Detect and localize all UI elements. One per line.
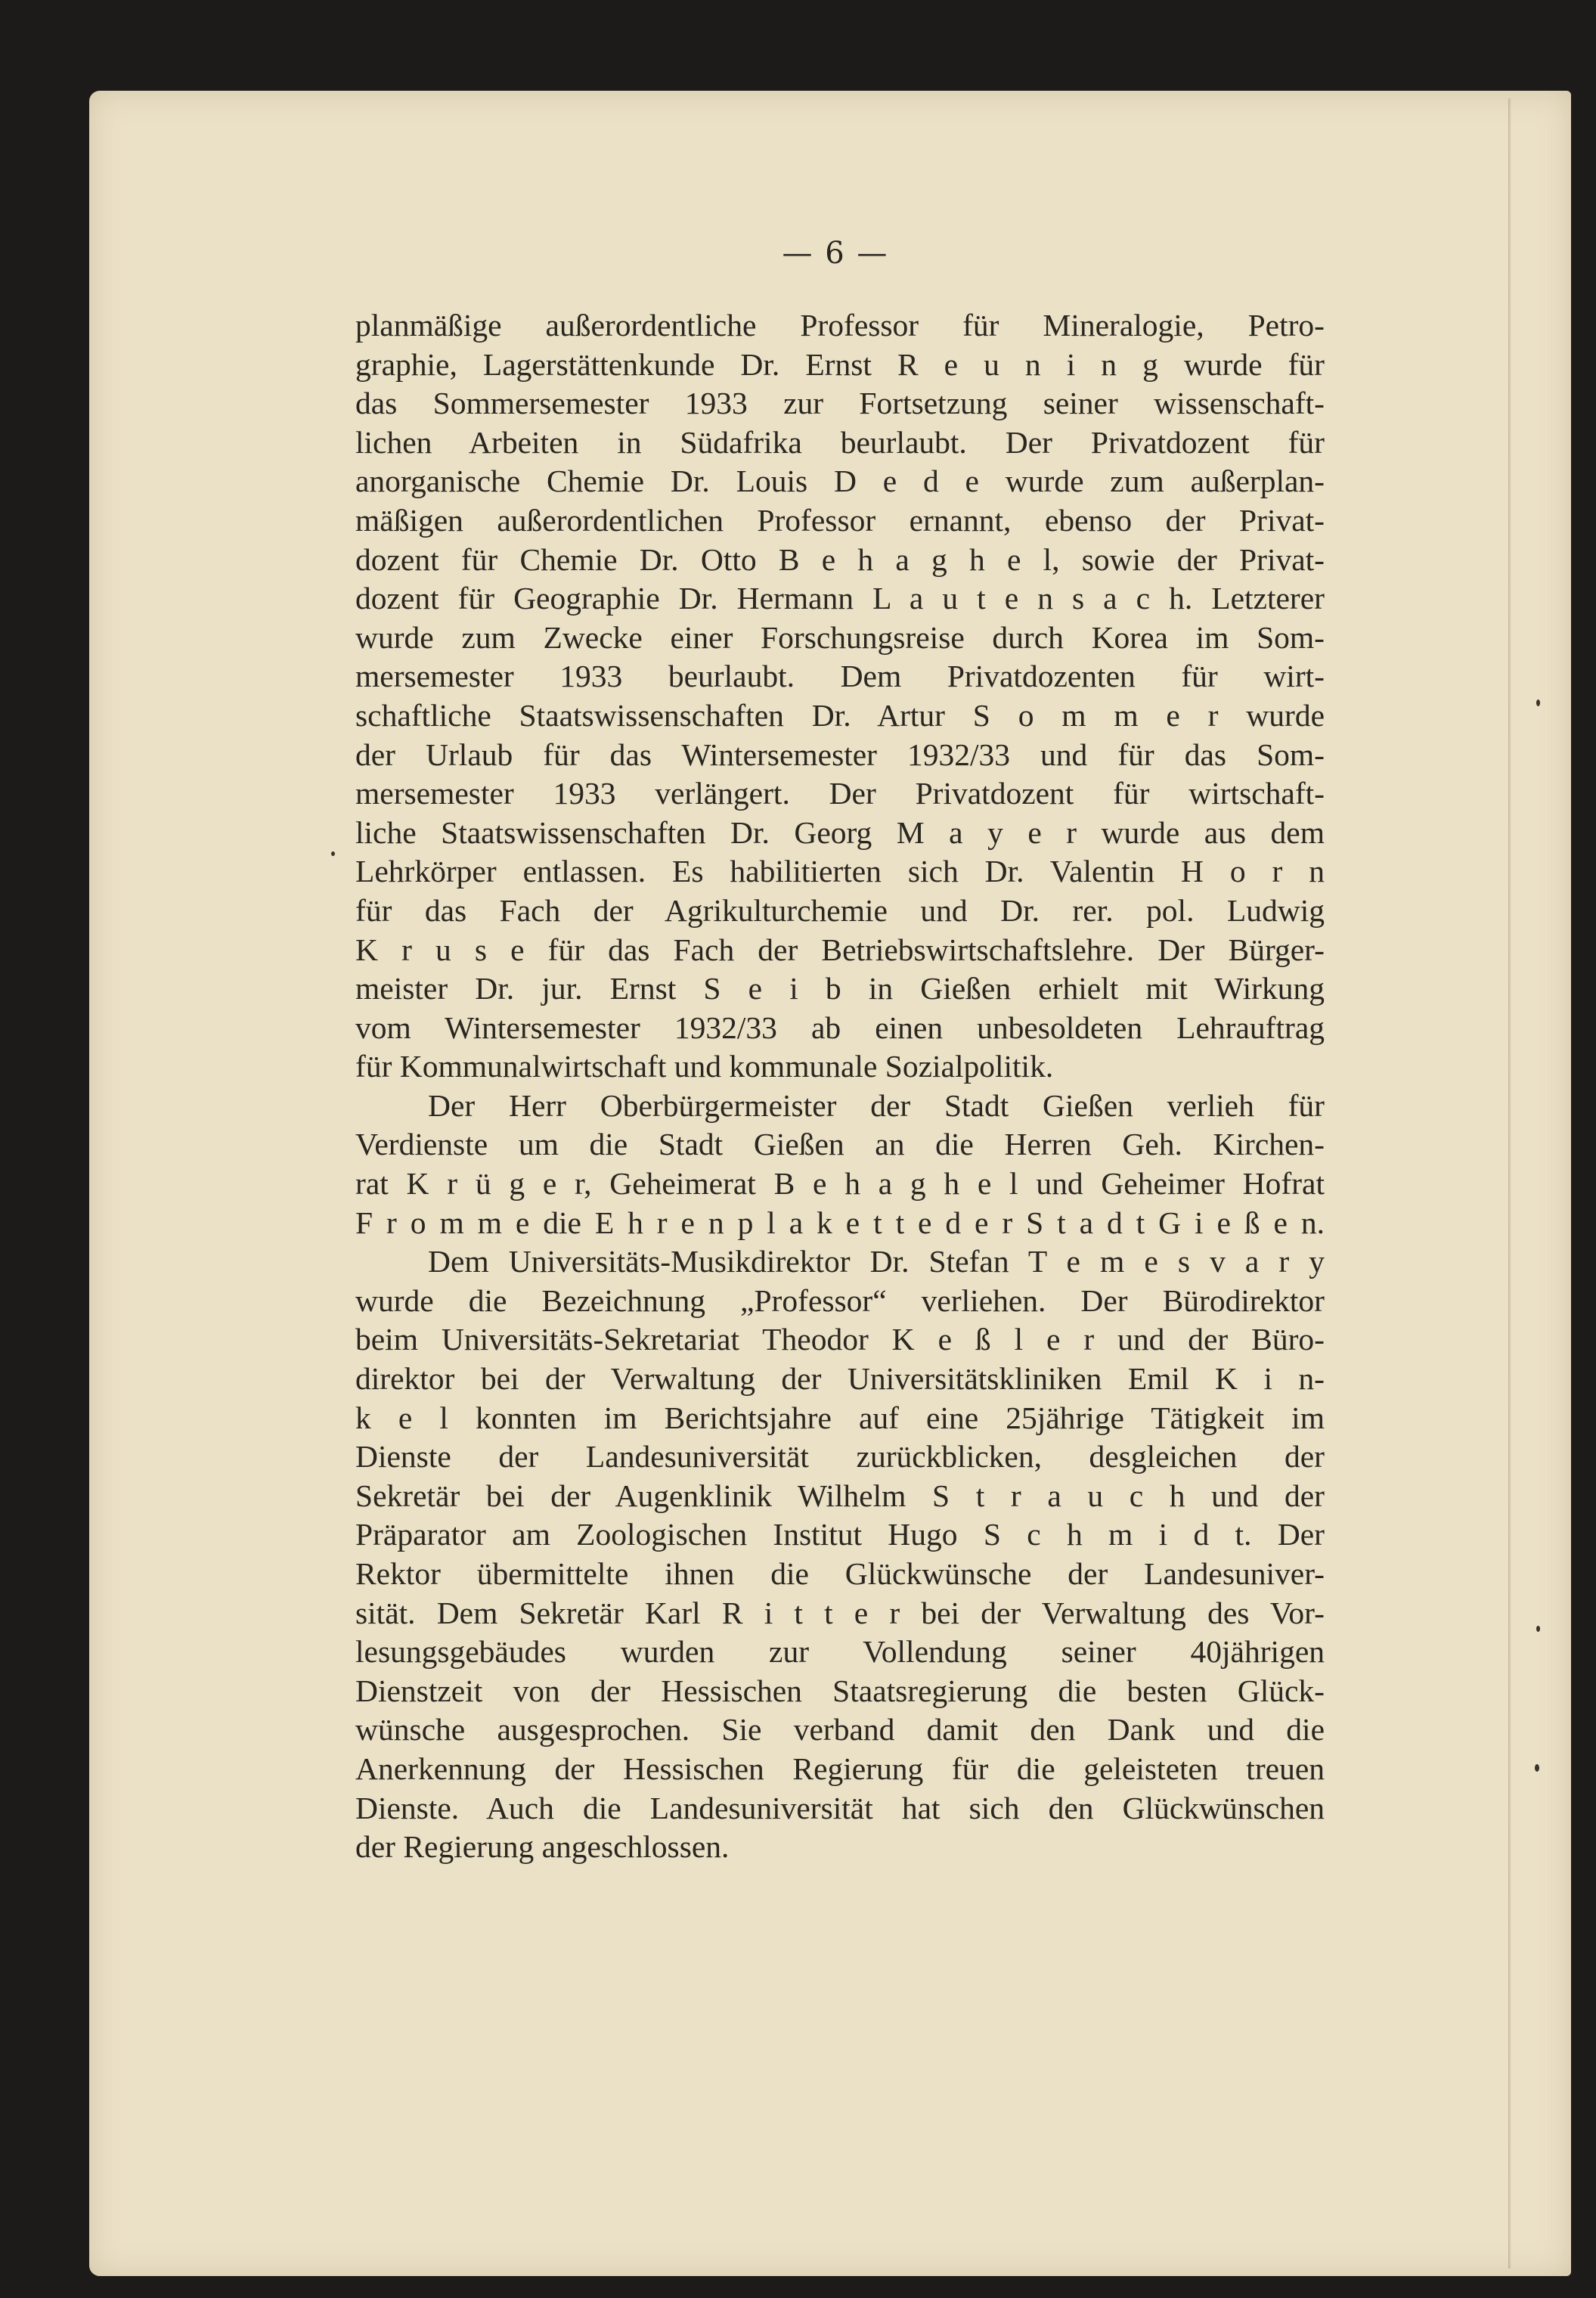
text-line: Sekretär bei der Augenklinik Wilhelm S t r a u c h und der — [355, 1478, 1325, 1513]
text-line: Dienste. Auch die Landesuniversität hat sich den Glückwünschen — [355, 1790, 1325, 1825]
text-line: lesungsgebäudes wurden zur Vollendung seiner 40jährigen — [355, 1634, 1325, 1670]
text-line: anorganische Chemie Dr. Louis D e d e wurde zum außerplan- — [355, 464, 1325, 499]
text-line: mäßigen außerordentlichen Professor ernannt, ebenso der Privat- — [355, 502, 1325, 538]
text-line: das Sommersemester 1933 zur Fortsetzung seiner wissenschaft- — [355, 386, 1325, 421]
text-line: wünsche ausgesprochen. Sie verband damit den Dank und die — [355, 1712, 1325, 1748]
ink-speck — [1536, 699, 1540, 706]
body-text — [355, 306, 1325, 1867]
text-line: Dienste der Landesuniversität zurückblicken, desgleichen der — [355, 1439, 1325, 1475]
text-line: meister Dr. jur. Ernst S e i b in Gießen erhielt mit Wirkung — [355, 971, 1325, 1006]
text-line: Rektor übermittelte ihnen die Glückwünsche der Landesuniver- — [355, 1556, 1325, 1591]
text-line: für Kommunalwirtschaft und kommunale Sozialpolitik. — [355, 1049, 1054, 1084]
text-line: direktor bei der Verwaltung der Universitätskliniken Emil K i n- — [355, 1361, 1325, 1397]
text-line: k e l konnten im Berichtsjahre auf eine 25jährige Tätigkeit im — [355, 1400, 1325, 1435]
text-line: für das Fach der Agrikulturchemie und Dr. rer. pol. Ludwig — [355, 892, 1325, 928]
text-line: dozent für Geographie Dr. Hermann L a u t e n s a c h. Letzterer — [355, 581, 1325, 616]
text-line: planmäßige außerordentliche Professor für Mineralogie, Petro- — [355, 308, 1325, 343]
text-line: Der Herr Oberbürgermeister der Stadt Gießen verlieh für — [428, 1087, 1325, 1123]
text-line: liche Staatswissenschaften Dr. Georg M a y e r wurde aus dem — [355, 814, 1325, 850]
text-line: K r u s e für das Fach der Betriebswirtschaftslehre. Der Bürger- — [355, 932, 1325, 967]
text-line: mersemester 1933 verlängert. Der Privatdozent für wirtschaft- — [355, 776, 1325, 811]
text-line: dozent für Chemie Dr. Otto B e h a g h e l, sowie der Privat- — [355, 541, 1325, 577]
text-line: Dienstzeit von der Hessischen Staatsregierung die besten Glück- — [355, 1673, 1325, 1708]
text-line: Präparator am Zoologischen Institut Hugo S c h m i d t. Der — [355, 1517, 1325, 1552]
ink-speck — [1536, 1626, 1540, 1632]
text-line: der Urlaub für das Wintersemester 1932/33 und für das Som- — [355, 737, 1325, 772]
text-line: der Regierung angeschlossen. — [355, 1829, 730, 1865]
page-number: — 6 — — [782, 236, 889, 271]
paragraph-3 — [355, 1242, 1325, 1867]
text-line: rat K r ü g e r, Geheimerat B e h a g h e l und Geheimer Hofrat — [355, 1166, 1325, 1202]
ink-speck — [331, 851, 335, 856]
text-line: Verdienste um die Stadt Gießen an die Herren Geh. Kirchen- — [355, 1127, 1325, 1162]
text-line: schaftliche Staatswissenschaften Dr. Artur S o m m e r wurde — [355, 697, 1325, 733]
text-line: Anerkennung der Hessischen Regierung für die geleisteten treuen — [355, 1751, 1325, 1786]
text-line: mersemester 1933 beurlaubt. Dem Privatdozenten für wirt- — [355, 659, 1325, 694]
text-line: Lehrkörper entlassen. Es habilitierten sich Dr. Valentin H o r n — [355, 854, 1325, 889]
text-line: sität. Dem Sekretär Karl R i t t e r bei der Verwaltung des Vor- — [355, 1595, 1325, 1630]
text-line: vom Wintersemester 1932/33 ab einen unbesoldeten Lehrauftrag — [355, 1009, 1325, 1045]
text-line: wurde zum Zwecke einer Forschungsreise durch Korea im Som- — [355, 619, 1325, 655]
text-line: wurde die Bezeichnung „Professor“ verliehen. Der Bürodirektor — [355, 1282, 1325, 1318]
text-line: Dem Universitäts-Musikdirektor Dr. Stefan T e m e s v a r y — [428, 1244, 1325, 1279]
ink-speck — [1535, 1764, 1539, 1772]
text-line: lichen Arbeiten in Südafrika beurlaubt. Der Privatdozent für — [355, 424, 1325, 460]
paragraph-1 — [355, 306, 1325, 1087]
page-edge-shadow — [1508, 98, 1511, 2269]
text-line: graphie, Lagerstättenkunde Dr. Ernst R e u n i n g wurde für — [355, 346, 1325, 382]
text-line: F r o m m e die E h r e n p l a k e t t e d e r S t a d t G i e ß e n. — [355, 1205, 1325, 1240]
paragraph-2 — [355, 1087, 1325, 1242]
text-line: beim Universitäts-Sekretariat Theodor K e ß l e r und der Büro- — [355, 1322, 1325, 1357]
